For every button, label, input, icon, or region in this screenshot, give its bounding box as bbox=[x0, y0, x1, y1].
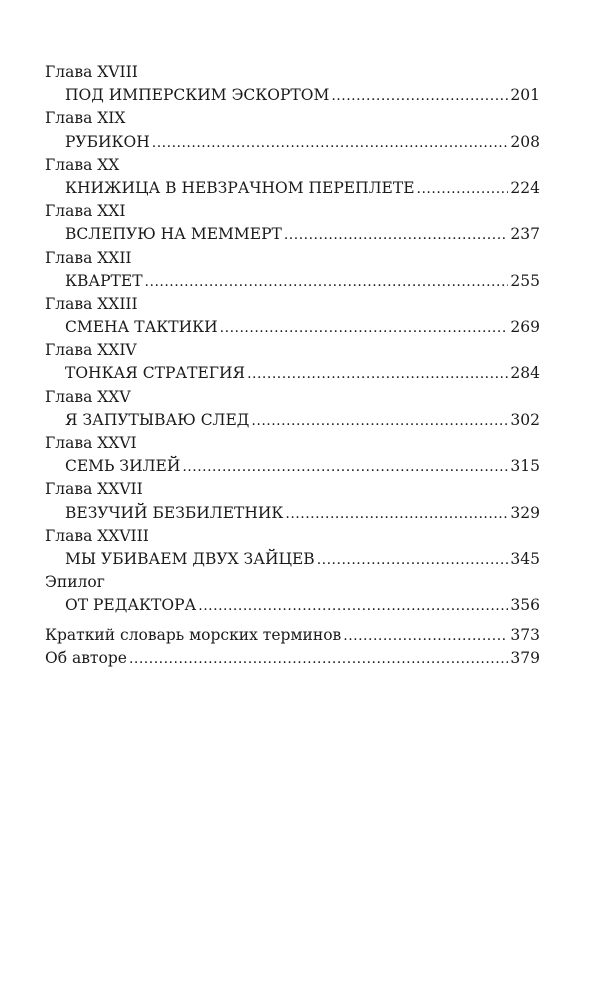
chapter-title-line[interactable] bbox=[45, 223, 540, 246]
chapter-label: Глава XX bbox=[45, 155, 120, 174]
dot-leader bbox=[251, 409, 508, 433]
dot-leader bbox=[284, 223, 509, 247]
chapter-title: КНИЖИЦА В НЕВЗРАЧНОМ ПЕРЕПЛЕТЕ bbox=[65, 178, 415, 197]
dot-leader bbox=[317, 548, 509, 572]
chapter-title-line[interactable] bbox=[45, 455, 540, 478]
chapter-title-line[interactable] bbox=[45, 362, 540, 385]
chapter-title-line[interactable] bbox=[45, 548, 540, 571]
chapter-title-line[interactable] bbox=[45, 177, 540, 200]
chapter-entry bbox=[45, 200, 540, 246]
chapter-entry bbox=[45, 432, 540, 478]
dot-leader bbox=[220, 316, 509, 340]
chapter-title: КВАРТЕТ bbox=[65, 271, 143, 290]
dot-leader bbox=[182, 455, 508, 479]
page-number: 224 bbox=[510, 178, 540, 197]
dot-leader bbox=[247, 362, 508, 386]
chapter-title: ВСЛЕПУЮ НА МЕММЕРТ bbox=[65, 225, 282, 244]
chapter-title: ВЕЗУЧИЙ БЕЗБИЛЕТНИК bbox=[65, 503, 284, 522]
page-number: 345 bbox=[510, 549, 540, 568]
page-number: 269 bbox=[510, 318, 540, 337]
page-number: 302 bbox=[510, 410, 540, 429]
chapter-label: Глава XVIII bbox=[45, 63, 138, 81]
table-of-contents bbox=[45, 61, 540, 670]
page-number: 237 bbox=[510, 225, 540, 244]
page-number: 208 bbox=[510, 132, 540, 151]
chapter-entry bbox=[45, 293, 540, 339]
chapter-entry bbox=[45, 525, 540, 571]
dot-leader bbox=[198, 594, 508, 618]
chapter-label: Глава XXVI bbox=[45, 434, 137, 452]
about-author-entry[interactable] bbox=[45, 647, 540, 670]
page-number: 201 bbox=[510, 86, 540, 105]
page-number: 255 bbox=[510, 271, 540, 290]
dot-leader bbox=[152, 131, 509, 155]
chapter-label: Глава XXV bbox=[45, 387, 131, 406]
dot-leader bbox=[129, 647, 508, 671]
chapter-title: Я ЗАПУТЫВАЮ СЛЕД bbox=[65, 410, 250, 429]
glossary-title: Краткий словарь морских терминов bbox=[45, 625, 342, 644]
chapter-title: МЫ УБИВАЕМ ДВУХ ЗАЙЦЕВ bbox=[65, 549, 315, 568]
dot-leader bbox=[343, 624, 508, 648]
chapter-label: Глава XIX bbox=[45, 109, 126, 128]
chapter-entry bbox=[45, 154, 540, 200]
chapter-label: Глава XXII bbox=[45, 248, 132, 267]
chapter-title: РУБИКОН bbox=[65, 132, 150, 151]
page-number: 329 bbox=[510, 503, 540, 522]
chapter-entry bbox=[45, 339, 540, 385]
chapter-entry bbox=[45, 386, 540, 432]
page-number: 379 bbox=[510, 648, 540, 667]
chapter-label: Глава XXVII bbox=[45, 480, 143, 499]
chapter-label: Глава XXVIII bbox=[45, 526, 149, 545]
chapter-entry bbox=[45, 478, 540, 524]
chapter-label: Глава XXIII bbox=[45, 294, 138, 313]
dot-leader bbox=[417, 177, 509, 201]
chapter-title-line[interactable] bbox=[45, 594, 540, 617]
chapter-title: СЕМЬ ЗИЛЕЙ bbox=[65, 457, 181, 476]
chapter-entry bbox=[45, 107, 540, 153]
chapter-label: Глава XXI bbox=[45, 202, 126, 221]
chapter-title-line[interactable] bbox=[45, 316, 540, 339]
chapter-title-line[interactable] bbox=[45, 502, 540, 525]
dot-leader bbox=[331, 84, 508, 108]
chapter-title: ТОНКАЯ СТРАТЕГИЯ bbox=[65, 364, 246, 383]
chapter-entry bbox=[45, 61, 540, 107]
chapter-title-line[interactable] bbox=[45, 270, 540, 293]
page-number: 356 bbox=[510, 596, 540, 615]
glossary-entry[interactable] bbox=[45, 624, 540, 647]
page-number: 373 bbox=[510, 625, 540, 644]
chapter-title: СМЕНА ТАКТИКИ bbox=[65, 318, 218, 337]
chapter-title-line[interactable] bbox=[45, 131, 540, 154]
about-author-title: Об авторе bbox=[45, 648, 127, 667]
chapter-label: Глава XXIV bbox=[45, 341, 137, 360]
epilogue-entry bbox=[45, 571, 540, 617]
chapter-title-line[interactable] bbox=[45, 409, 540, 432]
chapter-title: ОТ РЕДАКТОРА bbox=[65, 596, 197, 615]
chapter-label: Эпилог bbox=[45, 573, 105, 592]
dot-leader bbox=[285, 502, 508, 526]
chapter-title: ПОД ИМПЕРСКИМ ЭСКОРТОМ bbox=[65, 86, 330, 105]
dot-leader bbox=[145, 270, 509, 294]
chapter-title-line[interactable] bbox=[45, 84, 540, 107]
page-number: 315 bbox=[510, 457, 540, 476]
chapter-entry bbox=[45, 247, 540, 293]
page-number: 284 bbox=[510, 364, 540, 383]
